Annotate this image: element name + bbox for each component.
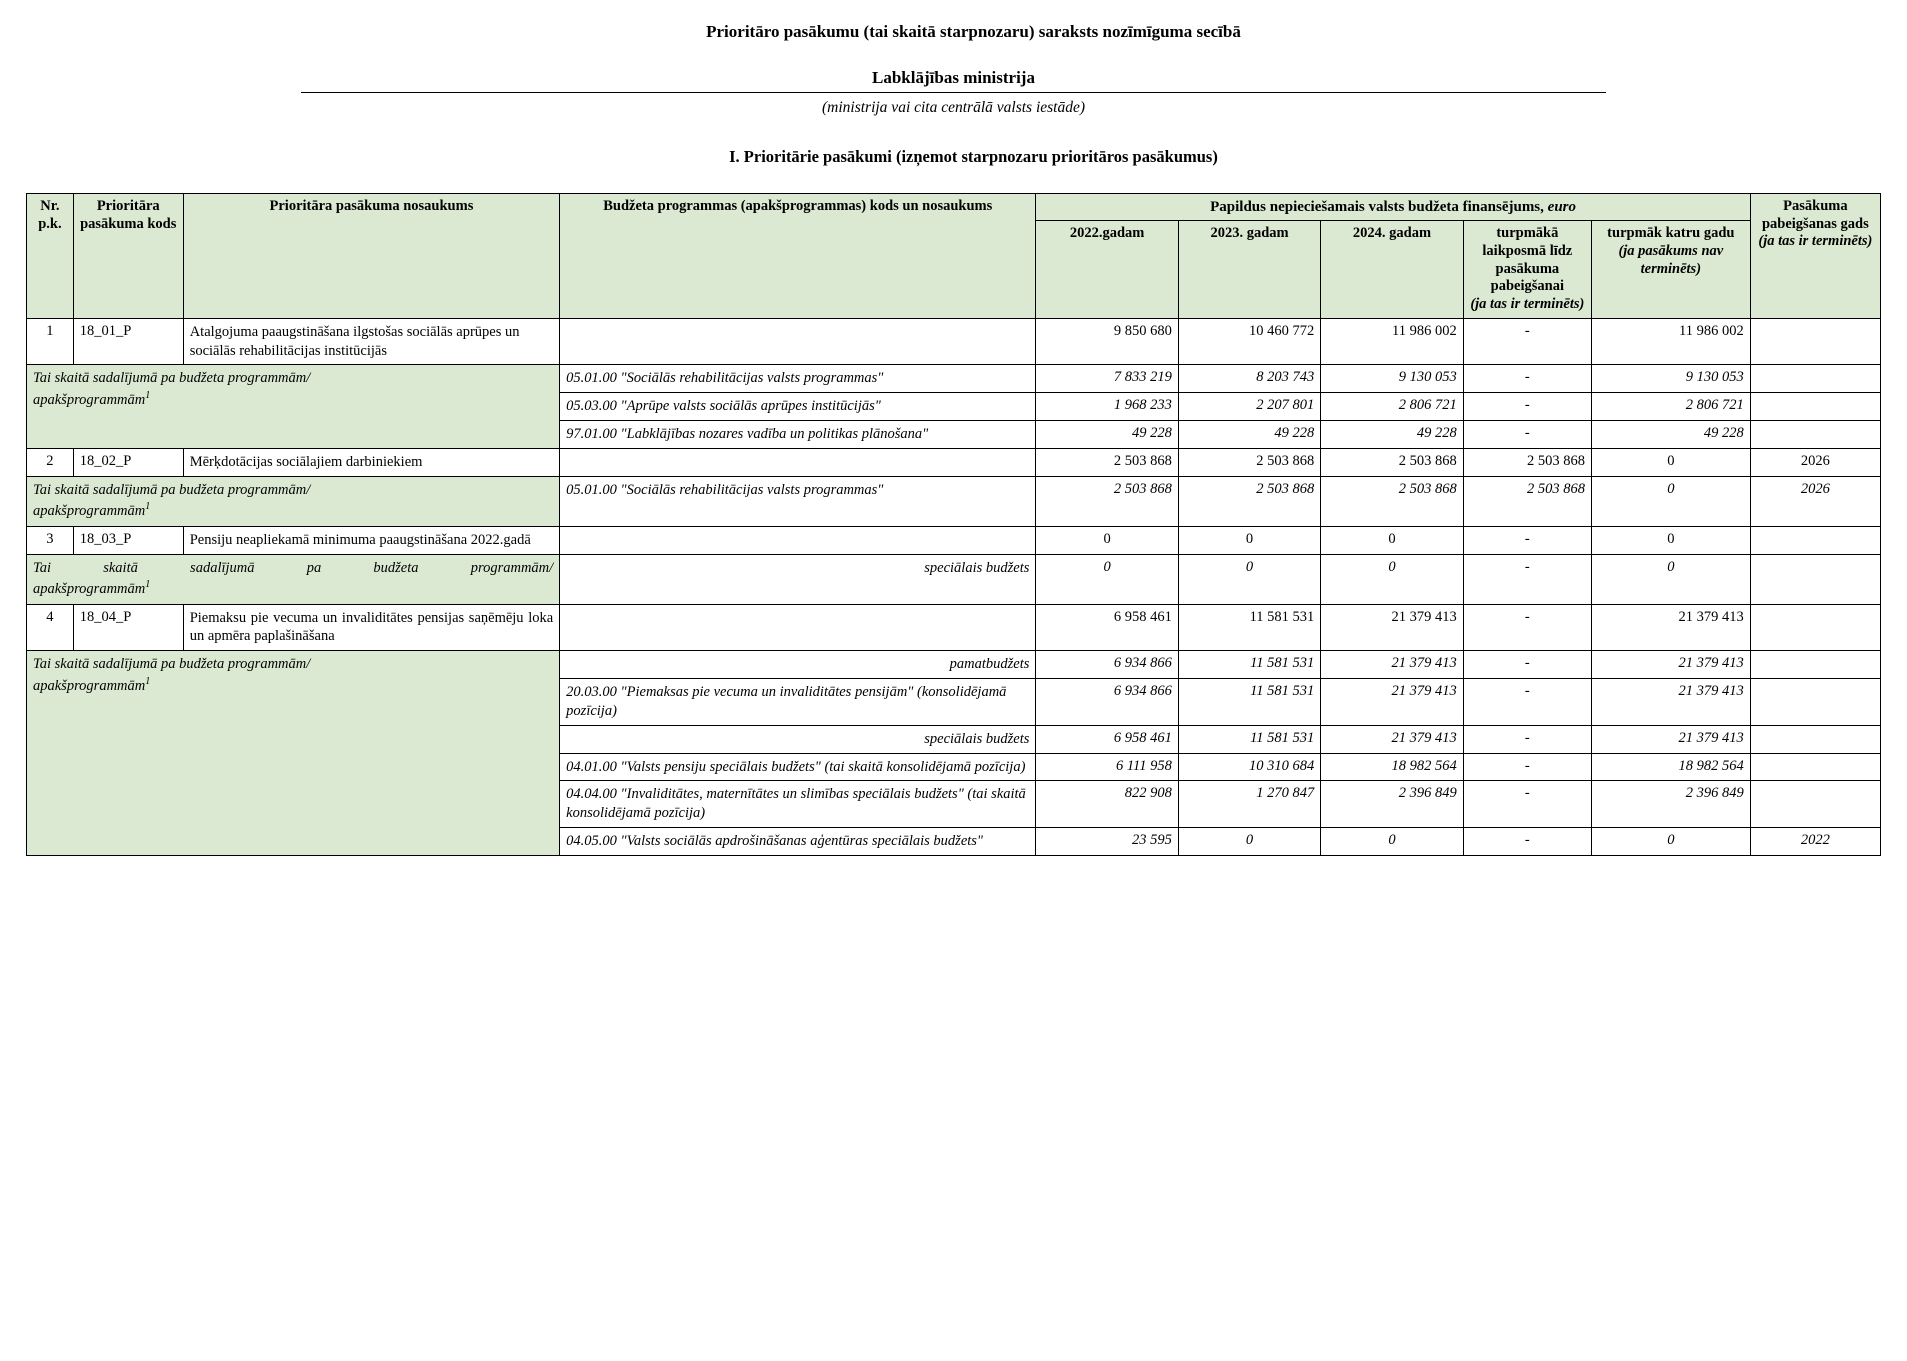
row-further-each: 0 [1591, 476, 1750, 526]
row-end-year [1750, 526, 1880, 554]
row-2024: 49 228 [1321, 421, 1463, 449]
row-code: 18_01_P [73, 318, 183, 365]
header-nr-line1: Nr. [40, 198, 60, 214]
row-further-until: - [1463, 725, 1591, 753]
row-2022: 2 503 868 [1036, 476, 1178, 526]
row-code: 18_04_P [73, 604, 183, 651]
row-end-year: 2022 [1750, 828, 1880, 856]
row-2024: 21 379 413 [1321, 604, 1463, 651]
row-2024: 11 986 002 [1321, 318, 1463, 365]
row-2022: 6 958 461 [1036, 604, 1178, 651]
row-further-until: - [1463, 365, 1591, 393]
row-further-until: 2 503 868 [1463, 476, 1591, 526]
subtotal-label-text2: apakšprogrammām [33, 503, 146, 520]
row-further-until: - [1463, 318, 1591, 365]
table-row [27, 604, 1881, 651]
row-further-each: 21 379 413 [1591, 651, 1750, 679]
row-further-each: 9 130 053 [1591, 365, 1750, 393]
row-end-year [1750, 554, 1880, 604]
subtotal-label-text: Tai skaitā sadalījumā pa budžeta programmām/ [33, 370, 311, 387]
row-2023: 2 503 868 [1178, 448, 1320, 476]
row-2023: 1 270 847 [1178, 781, 1320, 828]
row-program: 04.05.00 "Valsts sociālās apdrošināšanas aģentūras speciālais budžets" [560, 828, 1036, 856]
row-program [560, 448, 1036, 476]
header-further-until-note: (ja tas ir terminēts [1470, 296, 1580, 313]
row-program: pamatbudžets [560, 651, 1036, 679]
row-2024: 2 396 849 [1321, 781, 1463, 828]
row-2022: 0 [1036, 554, 1178, 604]
row-program: speciālais budžets [560, 554, 1036, 604]
row-end-year [1750, 651, 1880, 679]
row-program: 05.03.00 "Aprūpe valsts sociālās aprūpes institūcijās" [560, 393, 1036, 421]
header-funding-group [1036, 194, 1750, 221]
row-code: 18_03_P [73, 526, 183, 554]
ministry-name: Labklājības ministrija [872, 68, 1035, 87]
header-further-each-text: turpmāk katru gadu [1607, 225, 1735, 242]
row-2023: 8 203 743 [1178, 365, 1320, 393]
row-2022: 6 934 866 [1036, 651, 1178, 679]
row-program [560, 318, 1036, 365]
footnote-marker: 1 [145, 389, 151, 401]
header-funding-group-text: Papildus nepieciešamais valsts budžeta finansējums, [1210, 199, 1544, 215]
subtotal-label [27, 476, 560, 526]
table-row [27, 554, 1881, 604]
row-name: Pensiju neapliekamā minimuma paaugstināšana 2022.gadā [183, 526, 559, 554]
row-end-year [1750, 604, 1880, 651]
row-further-each: 0 [1591, 448, 1750, 476]
header-nr [27, 194, 74, 319]
header-further-until: turpmākā laikposmā līdz pasākuma pabeigšanai (ja tas ir terminēts) [1463, 221, 1591, 318]
row-2023: 2 207 801 [1178, 393, 1320, 421]
table-row [27, 476, 1881, 526]
row-nr: 2 [27, 448, 74, 476]
row-2024: 21 379 413 [1321, 679, 1463, 726]
row-program: 04.01.00 "Valsts pensiju speciālais budžets" (tai skaitā konsolidējamā pozīcija) [560, 753, 1036, 781]
row-program: 05.01.00 "Sociālās rehabilitācijas valsts programmas" [560, 476, 1036, 526]
row-2024: 2 503 868 [1321, 476, 1463, 526]
header-year-2024: 2024. gadam [1321, 221, 1463, 318]
row-2024: 0 [1321, 554, 1463, 604]
header-program: Budžeta programmas (apakšprogrammas) kods un nosaukums [560, 194, 1036, 319]
row-2022: 2 503 868 [1036, 448, 1178, 476]
table-header [27, 194, 1881, 319]
row-2023: 11 581 531 [1178, 651, 1320, 679]
row-2023: 11 581 531 [1178, 604, 1320, 651]
table-row [27, 318, 1881, 365]
row-name: Mērķdotācijas sociālajiem darbiniekiem [183, 448, 559, 476]
row-further-each: 2 806 721 [1591, 393, 1750, 421]
row-further-until: - [1463, 421, 1591, 449]
row-2023: 10 460 772 [1178, 318, 1320, 365]
subtotal-label [27, 651, 560, 856]
row-2022: 1 968 233 [1036, 393, 1178, 421]
row-end-year: 2026 [1750, 448, 1880, 476]
header-further-each: turpmāk katru gadu (ja pasākums nav terminēts) [1591, 221, 1750, 318]
row-2022: 6 934 866 [1036, 679, 1178, 726]
table-row [27, 365, 1881, 393]
row-further-each: 0 [1591, 526, 1750, 554]
row-2023: 11 581 531 [1178, 679, 1320, 726]
row-2023: 0 [1178, 554, 1320, 604]
row-further-each: 0 [1591, 554, 1750, 604]
row-further-each: 21 379 413 [1591, 725, 1750, 753]
row-2024: 9 130 053 [1321, 365, 1463, 393]
row-further-each: 2 396 849 [1591, 781, 1750, 828]
header-funding-group-unit: euro [1547, 199, 1576, 215]
subtotal-label-text: Tai skaitā sadalījumā pa budžeta programmām/ [33, 559, 554, 576]
row-2024: 0 [1321, 526, 1463, 554]
row-2023: 10 310 684 [1178, 753, 1320, 781]
row-further-each: 49 228 [1591, 421, 1750, 449]
row-program: 20.03.00 "Piemaksas pie vecuma un invaliditātes pensijām" (konsolidējamā pozīcija) [560, 679, 1036, 726]
row-nr: 4 [27, 604, 74, 651]
row-2024: 18 982 564 [1321, 753, 1463, 781]
header-name: Prioritāra pasākuma nosaukums [183, 194, 559, 319]
row-2023: 11 581 531 [1178, 725, 1320, 753]
row-program [560, 526, 1036, 554]
row-further-until: - [1463, 526, 1591, 554]
row-further-each: 0 [1591, 828, 1750, 856]
row-further-until: 2 503 868 [1463, 448, 1591, 476]
header-code: Prioritāra pasākuma kods [73, 194, 183, 319]
row-further-until: - [1463, 679, 1591, 726]
row-2024: 21 379 413 [1321, 725, 1463, 753]
row-further-each: 21 379 413 [1591, 679, 1750, 726]
header-year-2023: 2023. gadam [1178, 221, 1320, 318]
footnote-marker: 1 [145, 501, 151, 513]
row-further-each: 18 982 564 [1591, 753, 1750, 781]
row-2024: 2 806 721 [1321, 393, 1463, 421]
row-end-year [1750, 679, 1880, 726]
row-2022: 6 958 461 [1036, 725, 1178, 753]
table-body [27, 318, 1881, 855]
row-2024: 0 [1321, 828, 1463, 856]
row-end-year [1750, 393, 1880, 421]
row-2022: 0 [1036, 526, 1178, 554]
row-2024: 2 503 868 [1321, 448, 1463, 476]
row-program: speciālais budžets [560, 725, 1036, 753]
subtotal-label-text2: apakšprogrammām [33, 677, 146, 694]
row-nr: 1 [27, 318, 74, 365]
row-program: 05.01.00 "Sociālās rehabilitācijas valsts programmas" [560, 365, 1036, 393]
row-program: 04.04.00 "Invaliditātes, maternītātes un slimības speciālais budžets" (tai skaitā konsolidējamā pozīcija) [560, 781, 1036, 828]
row-end-year [1750, 781, 1880, 828]
row-end-year [1750, 365, 1880, 393]
row-further-until: - [1463, 554, 1591, 604]
table-row [27, 448, 1881, 476]
footnote-marker: 1 [145, 675, 151, 687]
table-row [27, 526, 1881, 554]
header-end-year-note: (ja tas ir terminēts [1758, 233, 1868, 250]
header-further-each-note: (ja pasākums nav terminēts [1618, 242, 1724, 277]
row-program: 97.01.00 "Labklājības nozares vadība un politikas plānošana" [560, 421, 1036, 449]
row-end-year [1750, 725, 1880, 753]
row-2022: 23 595 [1036, 828, 1178, 856]
subtotal-label-text2: apakšprogrammām [33, 580, 146, 597]
row-end-year: 2026 [1750, 476, 1880, 526]
section-title: I. Prioritārie pasākumi (izņemot starpnozaru prioritāros pasākumus) [729, 147, 1218, 166]
row-2023: 49 228 [1178, 421, 1320, 449]
row-further-until: - [1463, 604, 1591, 651]
header-end-year-text: Pasākuma pabeigšanas gads [1761, 198, 1869, 232]
row-2022: 49 228 [1036, 421, 1178, 449]
row-further-until: - [1463, 651, 1591, 679]
table-row [27, 651, 1881, 679]
row-2022: 6 111 958 [1036, 753, 1178, 781]
header-further-until-text: turpmākā laikposmā līdz pasākuma pabeigšanai [1482, 225, 1573, 295]
row-further-each: 21 379 413 [1591, 604, 1750, 651]
row-2024: 21 379 413 [1321, 651, 1463, 679]
row-2022: 7 833 219 [1036, 365, 1178, 393]
row-2023: 0 [1178, 526, 1320, 554]
ministry-block [301, 68, 1606, 117]
subtotal-label-text2: apakšprogrammām [33, 391, 146, 408]
subtotal-label [27, 365, 560, 449]
header-year-2022: 2022.gadam [1036, 221, 1178, 318]
row-nr: 3 [27, 526, 74, 554]
row-further-until: - [1463, 781, 1591, 828]
row-2022: 822 908 [1036, 781, 1178, 828]
row-2023: 0 [1178, 828, 1320, 856]
page-title: Prioritāro pasākumu (tai skaitā starpnozaru) saraksts nozīmīguma secībā [706, 22, 1241, 41]
row-further-each: 11 986 002 [1591, 318, 1750, 365]
row-further-until: - [1463, 753, 1591, 781]
priority-measures-table [26, 193, 1881, 856]
subtotal-label-text: Tai skaitā sadalījumā pa budžeta programmām/ [33, 481, 311, 498]
row-2023: 2 503 868 [1178, 476, 1320, 526]
row-further-until: - [1463, 393, 1591, 421]
subtotal-label-text: Tai skaitā sadalījumā pa budžeta programmām/ [33, 656, 311, 673]
row-name: Piemaksu pie vecuma un invaliditātes pensijas saņēmēju loka un apmēra paplašināšana [183, 604, 559, 651]
row-code: 18_02_P [73, 448, 183, 476]
ministry-caption: (ministrija vai cita centrālā valsts iestāde) [821, 99, 1086, 116]
row-further-until: - [1463, 828, 1591, 856]
footnote-marker: 1 [145, 579, 151, 591]
row-program [560, 604, 1036, 651]
subtotal-label [27, 554, 560, 604]
header-nr-line2: p.k. [38, 215, 62, 232]
row-end-year [1750, 421, 1880, 449]
row-end-year [1750, 753, 1880, 781]
row-name: Atalgojuma paaugstināšana ilgstošas sociālās aprūpes un sociālās rehabilitācijas institūcijās [183, 318, 559, 365]
row-2022: 9 850 680 [1036, 318, 1178, 365]
row-end-year [1750, 318, 1880, 365]
header-end-year: Pasākuma pabeigšanas gads (ja tas ir terminēts) [1750, 194, 1880, 319]
document-page [0, 22, 1907, 856]
